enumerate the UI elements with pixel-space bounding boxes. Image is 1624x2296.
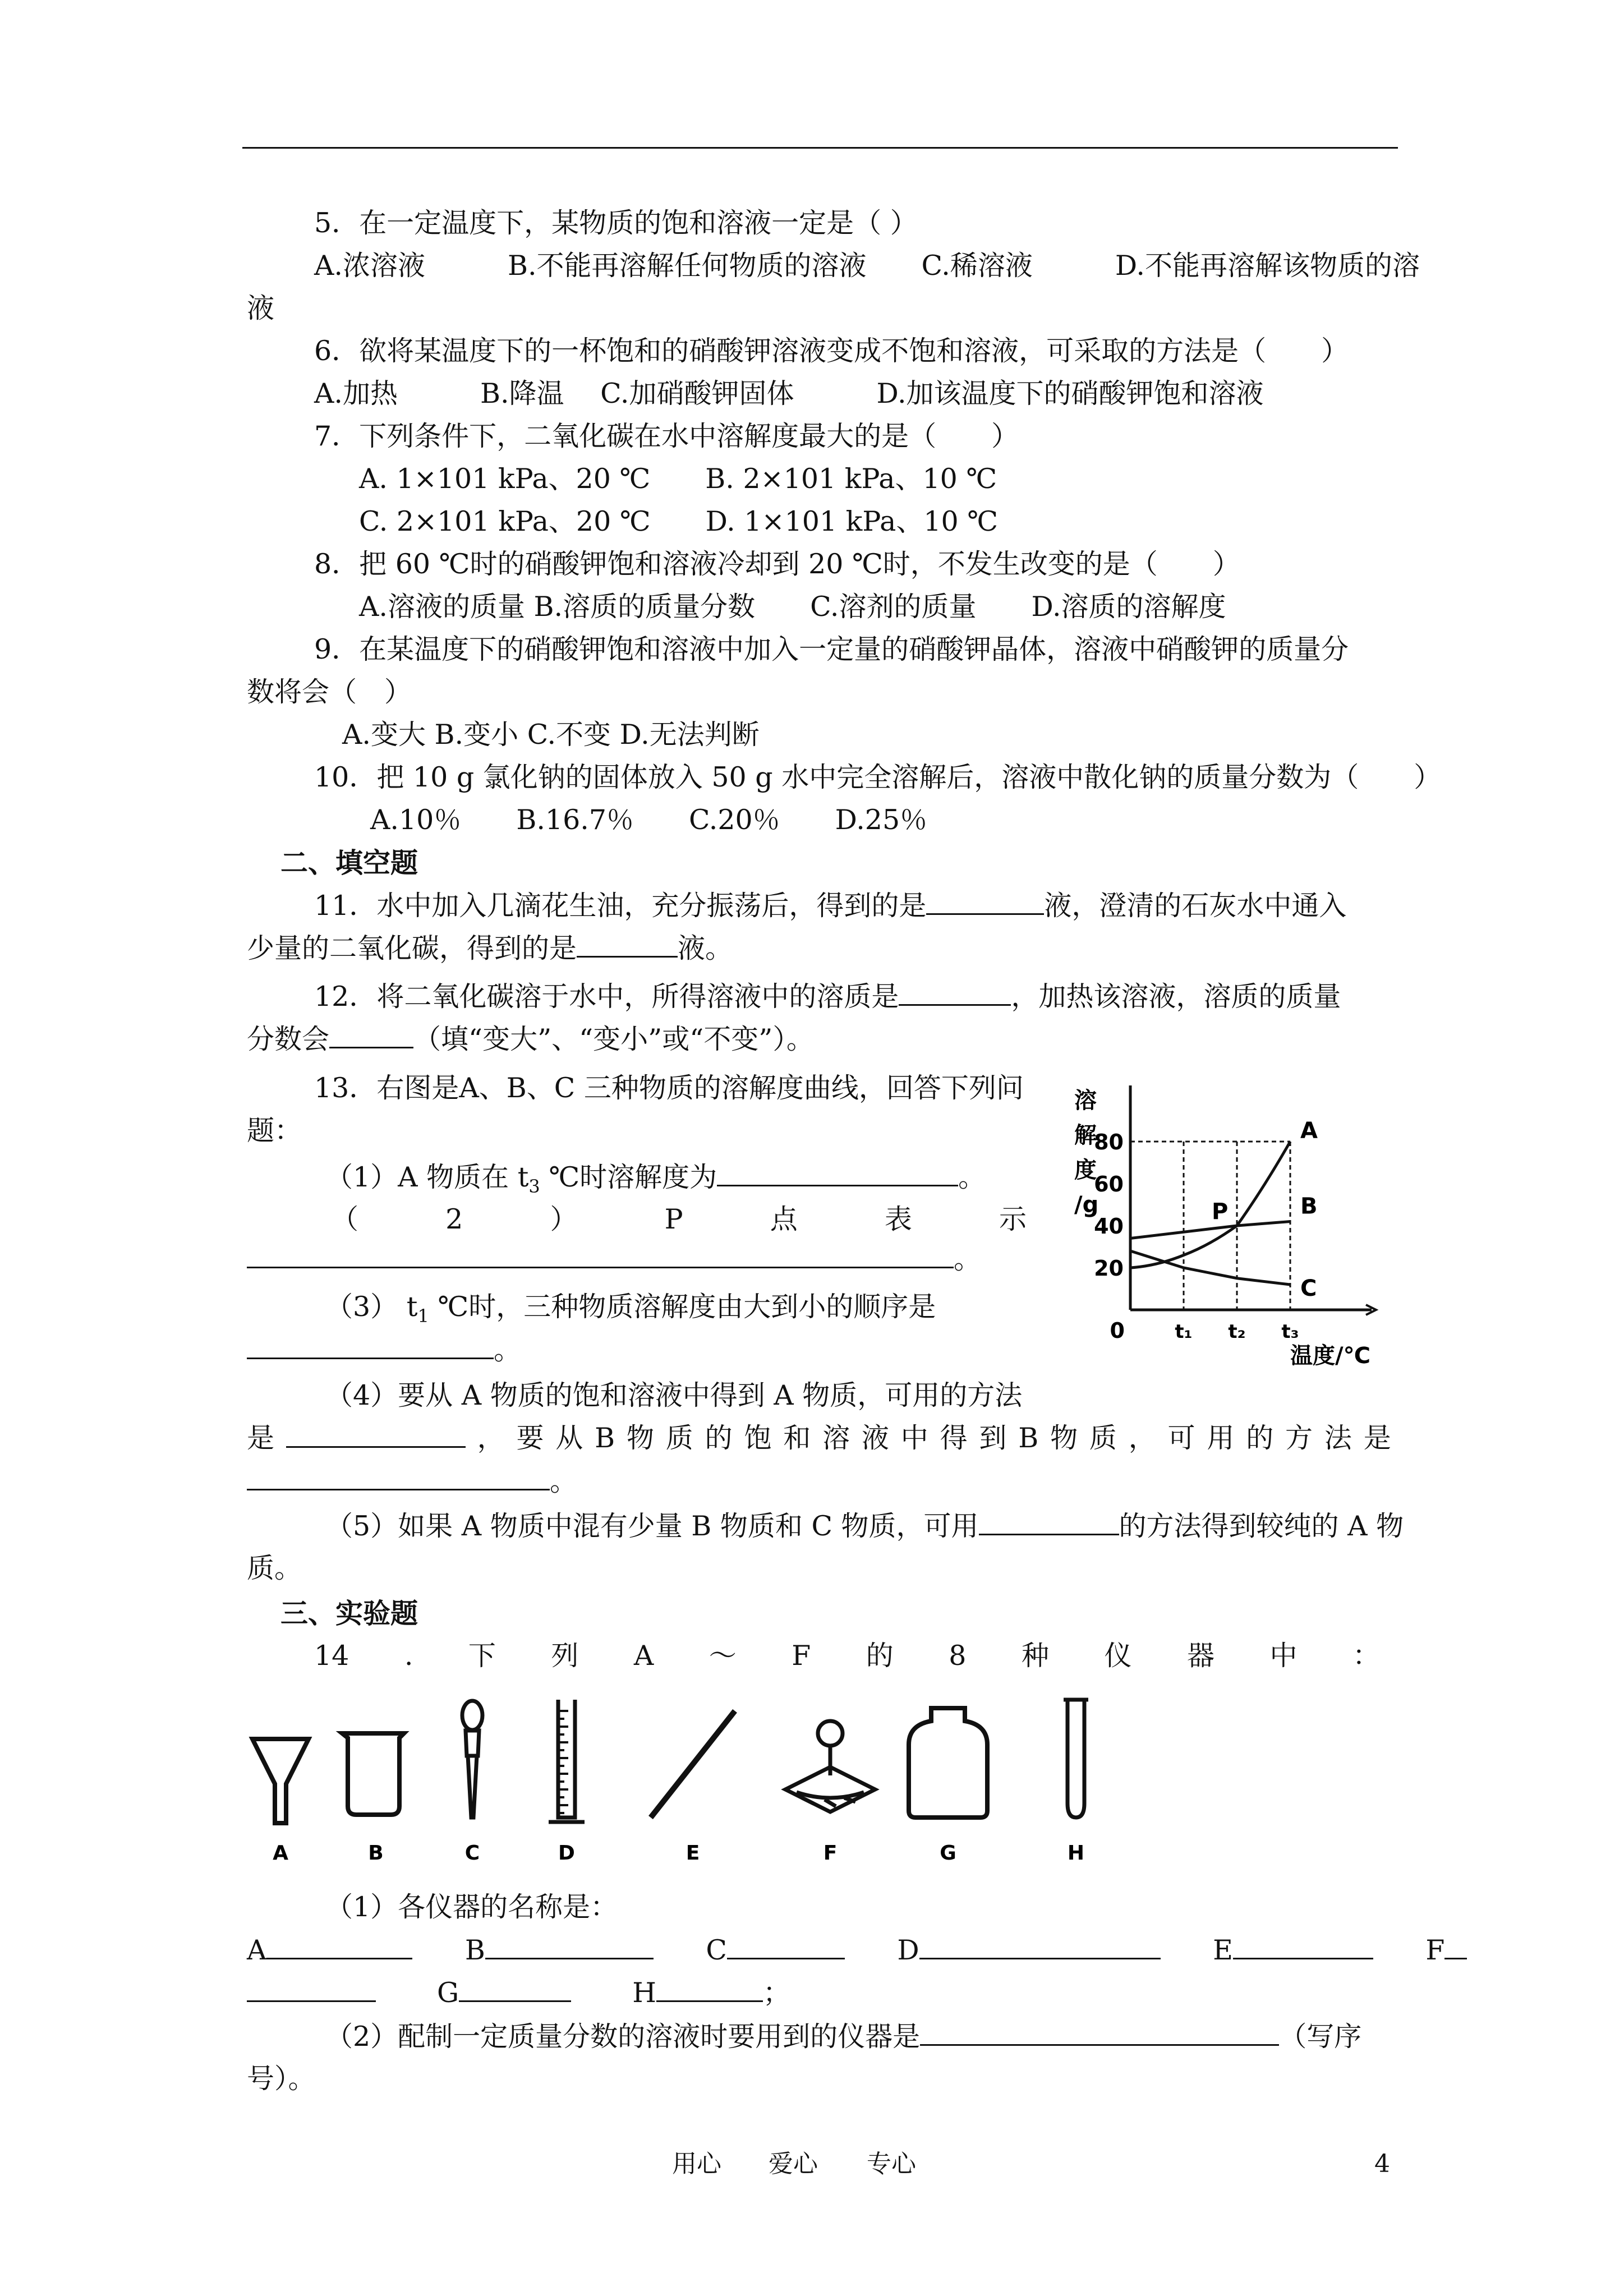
q13-blank-1[interactable] (717, 1160, 958, 1186)
chart-ylabel-part: 溶 (1074, 1088, 1097, 1114)
q14-name-blank[interactable] (1233, 1933, 1373, 1959)
q14-name-label: H (632, 1977, 656, 2009)
q14-name-blank[interactable] (919, 1933, 1161, 1959)
chart-xlabel: 温度/℃ (1290, 1343, 1371, 1369)
footer-middle: 爱心 (769, 2150, 818, 2178)
instruments-figure (241, 1677, 1139, 1874)
q14-stem-token: 的 (866, 1640, 894, 1672)
chart-y-tick-label: 40 (1094, 1214, 1124, 1239)
page-number: 4 (1374, 2150, 1390, 2178)
q13-part4-token: 物 (626, 1422, 654, 1454)
q13-part4-token: 用 (1207, 1422, 1235, 1454)
q12-line1: 12．将二氧化碳溶于水中，所得溶液中的溶质是 ，加热该溶液，溶质的质量 (314, 981, 1341, 1013)
q14-stem-token: A (633, 1640, 654, 1672)
chart-y-tick-label: 20 (1094, 1256, 1124, 1281)
q13-stem-wrap: 题： (247, 1115, 302, 1147)
q14-name-gap (1373, 1934, 1425, 1966)
q14-stem-token: 列 (551, 1640, 579, 1672)
q13-part4-token: 液 (861, 1422, 889, 1454)
q13-part4-token: B (1018, 1422, 1039, 1454)
q14-name-gap (412, 1934, 464, 1966)
q13-part4-token: 从 (555, 1422, 583, 1454)
footer-left: 用心 (672, 2150, 721, 2178)
beaker-icon (342, 1733, 404, 1815)
q14-name-blank[interactable] (247, 1976, 376, 2002)
series-line-c (1130, 1251, 1290, 1285)
measuring-cylinder-icon (549, 1700, 585, 1822)
q13-blank-3[interactable] (247, 1333, 494, 1359)
q13-blank-5[interactable] (247, 1464, 550, 1490)
q14-part2: （2）配制一定质量分数的溶液时要用到的仪器是 （写序 (325, 2021, 1362, 2053)
q13-part5-wrap: 质。 (247, 1552, 302, 1584)
q11-blank-1[interactable] (926, 889, 1044, 915)
chart-y-tick-label: 0 (1110, 1318, 1125, 1343)
q8-options: A.溶液的质量 B.溶质的质量分数 C.溶剂的质量 D.溶质的溶解度 (359, 591, 1226, 623)
q13-part4-line2 (247, 1421, 1391, 1455)
q13-part4-token: ， (477, 1422, 505, 1454)
q12-blank-1[interactable] (899, 979, 1011, 1006)
q14-name-label: G (437, 1977, 459, 2009)
instrument-label: B (368, 1842, 384, 1865)
q14-name-blank[interactable] (1444, 1933, 1467, 1959)
q13-part4-line3: 。 (247, 1464, 577, 1498)
instrument-label: C (464, 1842, 480, 1865)
q5-options-wrap: 液 (247, 292, 275, 324)
q13-part2-token: 点 (770, 1203, 798, 1235)
q9-stem-wrap: 数将会（ ） (247, 676, 412, 708)
q14-names-line2 (247, 1976, 790, 2010)
instrument-label: A (273, 1842, 288, 1865)
q14-name-blank[interactable] (485, 1933, 654, 1959)
q10-stem: 10．把 10 g 氯化钠的固体放入 50 g 水中完全溶解后，溶液中散化钠的质量分数为（ ） (314, 761, 1442, 793)
solubility-chart (1074, 1063, 1388, 1377)
q6-options: A.加热 B.降温 C.加硝酸钾固体 D.加该温度下的硝酸钾饱和溶液 (314, 378, 1264, 409)
q14-stem-token: 8 (949, 1640, 967, 1672)
chart-x-tick-label: t₁ (1175, 1320, 1193, 1343)
q13-part2-token: （ (331, 1203, 359, 1235)
series-label-c: C (1300, 1276, 1317, 1301)
header-rule (242, 147, 1398, 149)
q13-part4-token: ， (1128, 1422, 1156, 1454)
q13-part4-token: 质 (665, 1422, 693, 1454)
q14-name-label: B (464, 1934, 485, 1966)
q14-name-label: E (1213, 1934, 1233, 1966)
q13-part4: （4）要从 A 物质的饱和溶液中得到 A 物质，可用的方法 (325, 1379, 1023, 1411)
q13-part4-token: 饱 (744, 1422, 772, 1454)
q14-name-label: D (897, 1934, 919, 1966)
q8-stem: 8．把 60 ℃时的硝酸钾饱和溶液冷却到 20 ℃时，不发生改变的是（ ） (314, 548, 1240, 580)
q13-part4-token: 是 (1363, 1422, 1391, 1454)
q7-stem: 7．下列条件下，二氧化碳在水中溶解度最大的是（ ） (314, 420, 1019, 452)
q13-part4-token: 是 (247, 1422, 275, 1454)
q13-part4-token: 可 (1167, 1422, 1195, 1454)
q14-name-label: F (1425, 1934, 1445, 1966)
q13-blank-4[interactable] (286, 1421, 466, 1448)
q9-stem: 9．在某温度下的硝酸钾饱和溶液中加入一定量的硝酸钾晶体，溶液中硝酸钾的质量分 (314, 633, 1349, 665)
q14-stem-token: 种 (1021, 1640, 1049, 1672)
q13-part4-token: 中 (900, 1422, 928, 1454)
q13-part4-token: 的 (1246, 1422, 1274, 1454)
q11-line1: 11．水中加入几滴花生油，充分振荡后，得到的是 液，澄清的石灰水中通入 (314, 890, 1347, 922)
instrument-label: H (1067, 1842, 1085, 1865)
q14-name-gap (1161, 1934, 1213, 1966)
q14-stem-token: 下 (468, 1640, 496, 1672)
q13-part4-token: B (595, 1422, 615, 1454)
q13-stem: 13．右图是A、B、C 三种物质的溶解度曲线，回答下列问 (314, 1072, 1024, 1104)
q12-line2: 分数会 （填“变大”、“变小”或“不变”）。 (247, 1023, 814, 1055)
q13-part4-token: 方 (1285, 1422, 1313, 1454)
q13-part2-token: 2 (445, 1203, 463, 1235)
q14-name-blank[interactable] (727, 1933, 845, 1959)
chart-x-tick-label: t₂ (1228, 1320, 1246, 1343)
q14-stem-token: 14 (314, 1640, 349, 1672)
q13-part4-token: 法 (1324, 1422, 1352, 1454)
q13-part3-line: 。 (247, 1333, 521, 1367)
q14-stem-token: 器 (1186, 1640, 1214, 1672)
q13-part4-token: 到 (979, 1422, 1007, 1454)
q14-stem-token: ： (1352, 1640, 1380, 1672)
q13-part5: （5）如果 A 物质中混有少量 B 物质和 C 物质，可用 的方法得到较纯的 A 物 (325, 1510, 1404, 1542)
chart-y-tick-label: 60 (1094, 1172, 1124, 1197)
series-label-a: A (1300, 1118, 1318, 1144)
q10-options: A.10％ B.16.7％ C.20％ D.25％ (370, 804, 928, 836)
q14-name-label: A (247, 1934, 267, 1966)
chart-ylabel-part: /g (1074, 1192, 1099, 1218)
q11-blank-2[interactable] (577, 931, 678, 958)
q13-part2-token: ） (550, 1203, 578, 1235)
test-tube-icon (1064, 1700, 1088, 1818)
q13-part4-token: 溶 (822, 1422, 850, 1454)
reagent-bottle-icon (909, 1708, 987, 1818)
dropper-icon (462, 1701, 482, 1818)
q14-part2-wrap: 号）。 (247, 2063, 316, 2095)
q14-stem-token: 仪 (1104, 1640, 1132, 1672)
chart-ylabel-part: 度 (1074, 1157, 1097, 1183)
q14-stem-token: ～ (709, 1640, 737, 1672)
chart-x-ticks (1175, 1320, 1299, 1343)
section-lab-heading: 三、实验题 (280, 1597, 418, 1630)
section-fill-heading: 二、填空题 (280, 846, 418, 879)
q14-part1: （1）各仪器的名称是： (325, 1891, 618, 1923)
q14-stem-token: F (792, 1640, 811, 1672)
q13-blank-2[interactable] (247, 1242, 954, 1268)
glass-rod-icon (651, 1711, 735, 1818)
chart-y-ticks (1094, 1130, 1125, 1343)
q7-options-2: C. 2×101 kPa、20 ℃ D. 1×101 kPa、10 ℃ (359, 505, 999, 537)
instrument-label: G (940, 1842, 956, 1865)
series-label-b: B (1300, 1193, 1318, 1220)
instrument-label: E (686, 1842, 700, 1865)
series-line-b (1130, 1222, 1290, 1239)
footer-right: 专心 (867, 2150, 916, 2178)
chart-ylabel-part: 解 (1074, 1122, 1097, 1148)
instrument-label: D (558, 1842, 575, 1865)
q14-stem (314, 1639, 1380, 1673)
q6-stem: 6．欲将某温度下的一杯饱和的硝酸钾溶液变成不饱和溶液，可采取的方法是（ ） (314, 335, 1349, 367)
q14-stem-token: . (404, 1640, 413, 1672)
q13-part2-token: 示 (999, 1203, 1027, 1235)
q13-part2-token: 表 (884, 1203, 912, 1235)
q13-part4-token: 要 (516, 1422, 544, 1454)
chart-guide-lines (1130, 1142, 1290, 1310)
q13-part1: （1）A 物质在 $t_3$ ℃时溶解度为 。 (325, 1161, 986, 1197)
instrument-labels (273, 1842, 1084, 1865)
q14-name-gap (571, 1977, 632, 2009)
funnel-icon (252, 1739, 309, 1823)
q13-part2-line: 。 (247, 1242, 981, 1276)
q14-name-gap (845, 1934, 897, 1966)
q13-part3: （3） $t_1$ ℃时，三种物质溶解度由大到小的顺序是 (325, 1291, 936, 1327)
q14-name-label: C (706, 1934, 727, 1966)
q12-blank-2[interactable] (329, 1022, 413, 1048)
q13-blank-6[interactable] (979, 1509, 1119, 1535)
q5-options: A.浓溶液 B.不能再溶解任何物质的溶液 C.稀溶液 D.不能再溶解该物质的溶 (314, 250, 1420, 282)
q9-options: A.变大 B.变小 C.不变 D.无法判断 (342, 719, 760, 751)
q13-part4-token: 和 (783, 1422, 811, 1454)
q14-stem-token: 中 (1269, 1640, 1298, 1672)
q14-blank-p2[interactable] (920, 2019, 1279, 2046)
q14-name-blank[interactable] (459, 1976, 571, 2002)
q13-part4-token: 物 (1050, 1422, 1078, 1454)
q7-options-1: A. 1×101 kPa、20 ℃ B. 2×101 kPa、10 ℃ (359, 463, 997, 495)
q14-names-line1 (247, 1933, 1445, 1967)
instrument-label: F (823, 1842, 838, 1865)
q11-line2: 少量的二氧化碳，得到的是 液。 (247, 932, 733, 964)
q13-part4-token: 得 (940, 1422, 968, 1454)
q13-part4-token: 的 (705, 1422, 733, 1454)
q13-part2-token: P (664, 1203, 683, 1235)
q14-names-end: ； (762, 1977, 790, 2009)
q14-name-blank[interactable] (266, 1933, 412, 1959)
chart-y-tick-label: 80 (1094, 1130, 1124, 1154)
q14-name-gap (654, 1934, 706, 1966)
q5-stem: 5．在一定温度下，某物质的饱和溶液一定是（ ） (314, 207, 918, 239)
alcohol-lamp-icon (785, 1721, 875, 1812)
q13-part4-token: 质 (1089, 1422, 1117, 1454)
q14-name-gap (376, 1977, 437, 2009)
chart-annotation-p: P (1212, 1199, 1229, 1225)
series-line-a (1130, 1142, 1290, 1268)
q13-part2 (331, 1203, 1027, 1236)
q14-name-blank[interactable] (656, 1976, 763, 2002)
chart-x-tick-label: t₃ (1281, 1320, 1299, 1343)
